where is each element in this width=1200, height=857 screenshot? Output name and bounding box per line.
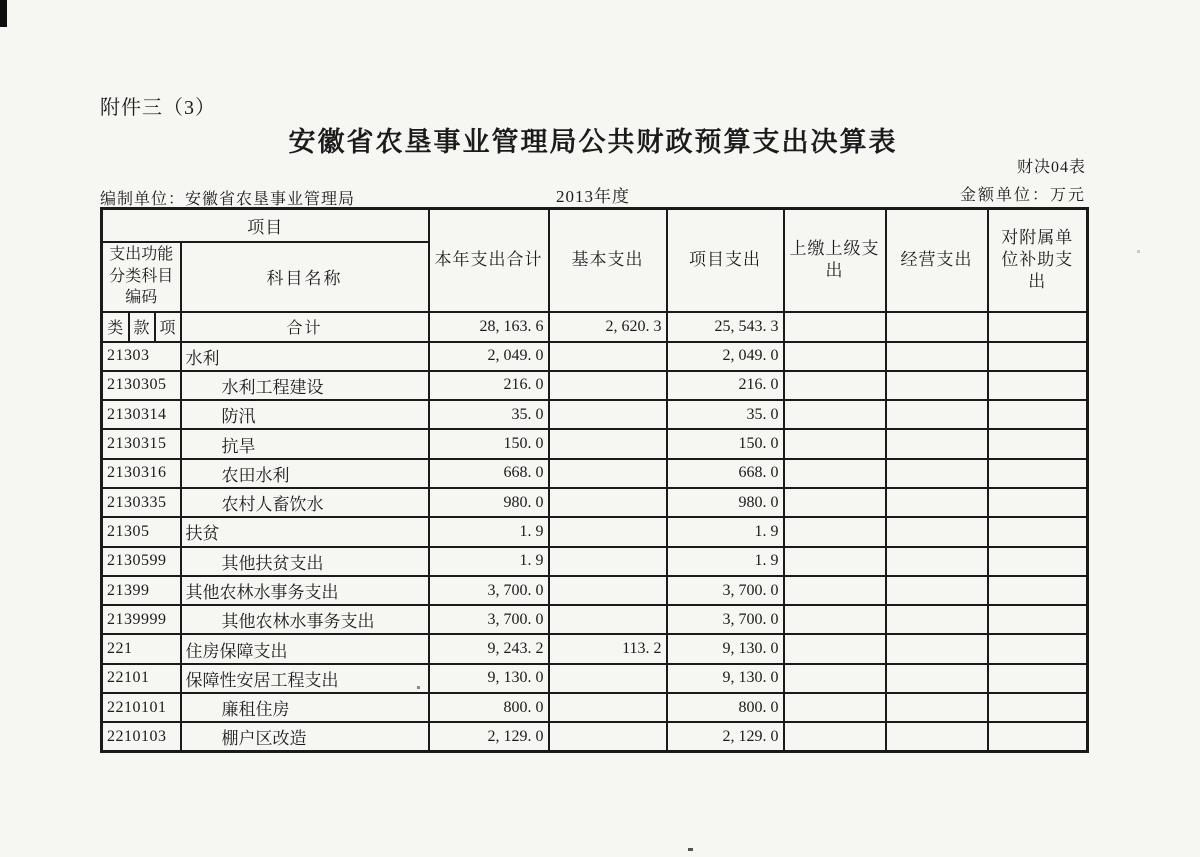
row-amount-value: 35. 0 (429, 400, 549, 429)
row-amount-value (886, 342, 988, 371)
grand-total-value (988, 312, 1088, 342)
row-amount-value (549, 605, 667, 634)
row-amount-value: 35. 0 (667, 400, 784, 429)
row-amount-value (988, 459, 1088, 488)
row-function-code: 2130335 (102, 488, 181, 517)
row-amount-value (784, 429, 886, 458)
table-body (102, 342, 1088, 752)
row-subject-name: 其他农林水事务支出 (181, 605, 429, 634)
row-amount-value (988, 342, 1088, 371)
row-function-code: 2210101 (102, 693, 181, 722)
row-amount-value: 1. 9 (429, 517, 549, 546)
row-amount-value: 3, 700. 0 (667, 605, 784, 634)
row-amount-value (549, 400, 667, 429)
row-function-code: 22101 (102, 664, 181, 693)
row-amount-value (988, 429, 1088, 458)
row-function-code: 2130314 (102, 400, 181, 429)
code-part-class: 类 (102, 312, 129, 342)
attachment-label: 附件三（3） (100, 97, 216, 119)
row-subject-name: 住房保障支出 (181, 634, 429, 663)
row-amount-value (784, 722, 886, 751)
row-amount-value: 1. 9 (429, 547, 549, 576)
row-function-code: 2130315 (102, 429, 181, 458)
table-row (102, 371, 1088, 400)
row-amount-value: 9, 243. 2 (429, 634, 549, 663)
table-row (102, 722, 1088, 751)
row-amount-value (886, 693, 988, 722)
row-amount-value (988, 547, 1088, 576)
row-amount-value (549, 693, 667, 722)
row-amount-value (549, 576, 667, 605)
column-header-operating-expenditure: 经营支出 (886, 209, 988, 312)
row-subject-name: 其他农林水事务支出 (181, 576, 429, 605)
row-amount-value: 800. 0 (667, 693, 784, 722)
row-amount-value: 980. 0 (429, 488, 549, 517)
row-amount-value (886, 722, 988, 751)
form-code-label: 财决04表 (1016, 159, 1086, 176)
row-amount-value: 980. 0 (667, 488, 784, 517)
column-header-upturned-expenditure: 上缴上级支出 (784, 209, 886, 312)
row-subject-name: 农村人畜饮水 (181, 488, 429, 517)
row-amount-value (784, 605, 886, 634)
column-header-project-expenditure: 项目支出 (667, 209, 784, 312)
row-amount-value (549, 459, 667, 488)
table-row (102, 429, 1088, 458)
row-amount-value: 2, 129. 0 (667, 722, 784, 751)
table-row (102, 488, 1088, 517)
row-subject-name: 农田水利 (181, 459, 429, 488)
row-amount-value: 150. 0 (667, 429, 784, 458)
row-amount-value (784, 517, 886, 546)
row-amount-value (784, 693, 886, 722)
grand-total-label: 合计 (181, 312, 429, 342)
row-amount-value: 1. 9 (667, 517, 784, 546)
row-subject-name: 抗旱 (181, 429, 429, 458)
row-function-code: 21303 (102, 342, 181, 371)
table-row (102, 547, 1088, 576)
row-amount-value: 3, 700. 0 (667, 576, 784, 605)
row-amount-value (784, 664, 886, 693)
column-header-basic-expenditure: 基本支出 (549, 209, 667, 312)
table-row (102, 605, 1088, 634)
row-amount-value (886, 429, 988, 458)
row-subject-name: 防汛 (181, 400, 429, 429)
row-amount-value (988, 693, 1088, 722)
row-amount-value (784, 634, 886, 663)
row-amount-value: 668. 0 (667, 459, 784, 488)
row-amount-value: 800. 0 (429, 693, 549, 722)
row-subject-name: 水利工程建设 (181, 371, 429, 400)
page-title: 安徽省农垦事业管理局公共财政预算支出决算表 (288, 127, 898, 157)
row-amount-value: 9, 130. 0 (667, 634, 784, 663)
row-function-code: 21305 (102, 517, 181, 546)
row-function-code: 2130316 (102, 459, 181, 488)
row-subject-name: 其他扶贫支出 (181, 547, 429, 576)
table-row (102, 693, 1088, 722)
table-row (102, 342, 1088, 371)
row-amount-value: 9, 130. 0 (429, 664, 549, 693)
row-amount-value (988, 634, 1088, 663)
row-amount-value: 1. 9 (667, 547, 784, 576)
row-amount-value (886, 488, 988, 517)
row-amount-value (886, 605, 988, 634)
row-amount-value: 2, 049. 0 (429, 342, 549, 371)
row-amount-value (886, 459, 988, 488)
row-function-code: 2130599 (102, 547, 181, 576)
scan-artifact-corner-bar (0, 0, 7, 27)
fiscal-year-label: 2013年度 (556, 187, 630, 206)
table-row (102, 634, 1088, 663)
row-amount-value: 3, 700. 0 (429, 576, 549, 605)
row-function-code: 2139999 (102, 605, 181, 634)
project-group-header: 项目 (102, 209, 429, 242)
row-amount-value (886, 634, 988, 663)
code-part-item: 项 (155, 312, 181, 342)
grand-total-value: 28, 163. 6 (429, 312, 549, 342)
column-header-total-expenditure: 本年支出合计 (429, 209, 549, 312)
row-subject-name: 扶贫 (181, 517, 429, 546)
row-amount-value (549, 488, 667, 517)
row-amount-value (988, 488, 1088, 517)
row-amount-value (988, 576, 1088, 605)
row-amount-value (784, 459, 886, 488)
row-amount-value (549, 517, 667, 546)
row-amount-value (988, 722, 1088, 751)
row-subject-name: 保障性安居工程支出 (181, 664, 429, 693)
table-row (102, 517, 1088, 546)
row-amount-value (988, 400, 1088, 429)
row-amount-value: 216. 0 (429, 371, 549, 400)
budget-expenditure-table (100, 207, 1089, 753)
grand-total-value: 25, 543. 3 (667, 312, 784, 342)
row-amount-value (549, 722, 667, 751)
row-subject-name: 水利 (181, 342, 429, 371)
row-amount-value: 216. 0 (667, 371, 784, 400)
row-amount-value (988, 664, 1088, 693)
function-code-header: 支出功能分类科目编码 (102, 242, 181, 312)
table-row (102, 576, 1088, 605)
subject-name-header: 科目名称 (181, 242, 429, 312)
row-amount-value: 3, 700. 0 (429, 605, 549, 634)
row-amount-value: 9, 130. 0 (667, 664, 784, 693)
row-function-code: 21399 (102, 576, 181, 605)
column-header-subsidy-expenditure: 对附属单位补助支出 (988, 209, 1088, 312)
row-amount-value: 150. 0 (429, 429, 549, 458)
row-amount-value (549, 547, 667, 576)
grand-total-value: 2, 620. 3 (549, 312, 667, 342)
row-amount-value (886, 517, 988, 546)
amount-unit-label: 金额单位：万元 (959, 187, 1086, 204)
grand-total-value (784, 312, 886, 342)
row-amount-value (784, 400, 886, 429)
row-function-code: 221 (102, 634, 181, 663)
row-amount-value (549, 664, 667, 693)
row-amount-value (784, 342, 886, 371)
prepared-by-label: 编制单位：安徽省农垦事业管理局 (100, 191, 356, 208)
table-row (102, 664, 1088, 693)
row-amount-value (886, 576, 988, 605)
row-function-code: 2210103 (102, 722, 181, 751)
row-amount-value (886, 400, 988, 429)
grand-total-row (102, 312, 1088, 342)
row-amount-value: 2, 049. 0 (667, 342, 784, 371)
row-subject-name: 棚户区改造 (181, 722, 429, 751)
header-row-project (102, 209, 1088, 242)
row-function-code: 2130305 (102, 371, 181, 400)
row-amount-value (784, 371, 886, 400)
row-amount-value (784, 547, 886, 576)
row-amount-value (886, 664, 988, 693)
table-row (102, 459, 1088, 488)
row-amount-value (549, 371, 667, 400)
code-part-section: 款 (129, 312, 155, 342)
row-subject-name: 廉租住房 (181, 693, 429, 722)
scan-artifact-speck (1137, 250, 1140, 253)
grand-total-value (886, 312, 988, 342)
row-amount-value (549, 342, 667, 371)
row-amount-value (988, 371, 1088, 400)
row-amount-value (988, 605, 1088, 634)
row-amount-value: 113. 2 (549, 634, 667, 663)
row-amount-value (784, 488, 886, 517)
row-amount-value (988, 517, 1088, 546)
row-amount-value (886, 371, 988, 400)
table-row (102, 400, 1088, 429)
row-amount-value (549, 429, 667, 458)
scan-artifact-speck (688, 848, 693, 851)
row-amount-value (784, 576, 886, 605)
row-amount-value: 2, 129. 0 (429, 722, 549, 751)
row-amount-value: 668. 0 (429, 459, 549, 488)
row-amount-value (886, 547, 988, 576)
table-meta-row (100, 182, 1086, 206)
